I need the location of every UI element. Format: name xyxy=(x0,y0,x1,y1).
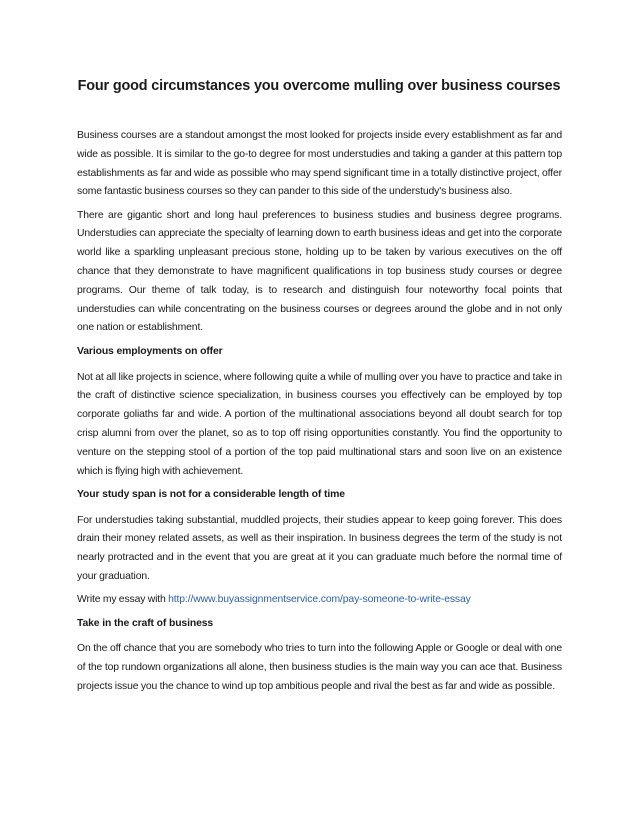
document-body xyxy=(77,127,562,701)
paragraph-study-span: For understudies taking substantial, muddled projects, their studies appear to keep going forever. This does drain their money related assets, as well as their inspiration. In business degrees the term of the study is not nearly protracted and in the event that you are great at it you can graduate much before the normal time of your graduation. xyxy=(77,514,562,583)
paragraph-craft: On the off chance that you are somebody who tries to turn into the following Apple or Google or deal with one of the top rundown organizations all alone, then business studies is the main way you can ace that. Business projects issue you the chance to wind up top ambitious people and rival the best as far and wide as possible. xyxy=(77,643,562,693)
document-title: Four good circumstances you overcome mulling over business courses xyxy=(77,78,561,94)
section-heading-employments: Various employments on offer xyxy=(77,345,223,357)
essay-service-link[interactable]: http://www.buyassignmentservice.com/pay-someone-to-write-essay xyxy=(168,594,471,606)
section-heading-study-span: Your study span is not for a considerable length of time xyxy=(77,488,345,500)
paragraph-employments: Not at all like projects in science, where following quite a while of mulling over you have to practice and take in the craft of distinctive science specialization, in business courses you effectively can be employed by top corporate goliaths far and wide. A portion of the multinational associations beyond all doubt search for top crisp alumni from over the planet, so as to top off rising opportunities constantly. You find the opportunity to venture on the stepping stool of a portion of the top paid multinational stars and soon live on an existence which is flying high with achievement. xyxy=(77,371,562,477)
paragraph-intro: Business courses are a standout amongst the most looked for projects inside every establishment as far and wide as possible. It is similar to the go-to degree for most understudies and taking a gander at this pattern top establishments as far and wide as possible who may spend significant time in a totally distinctive project, offer some fantastic business courses so they can pander to this side of the understudy's business also. xyxy=(77,130,562,198)
paragraph-preferences: There are gigantic short and long haul preferences to business studies and business degree programs. Understudies can appreciate the specialty of learning down to earth business ideas and get into the corporate world like a sparkling unpleasant precious stone, holding up to be taken by various executives on the off chance that they demonstrate to have magnificent qualifications in top business study courses or degree programs. Our theme of talk today, is to research and distinguish four noteworthy focal points that understudies can while concentrating on the business courses or degrees around the globe and in not only one nation or establishment. xyxy=(77,209,562,334)
essay-line-prefix: Write my essay with xyxy=(77,594,169,606)
section-heading-craft: Take in the craft of business xyxy=(77,617,214,629)
essay-service-line xyxy=(77,591,562,610)
